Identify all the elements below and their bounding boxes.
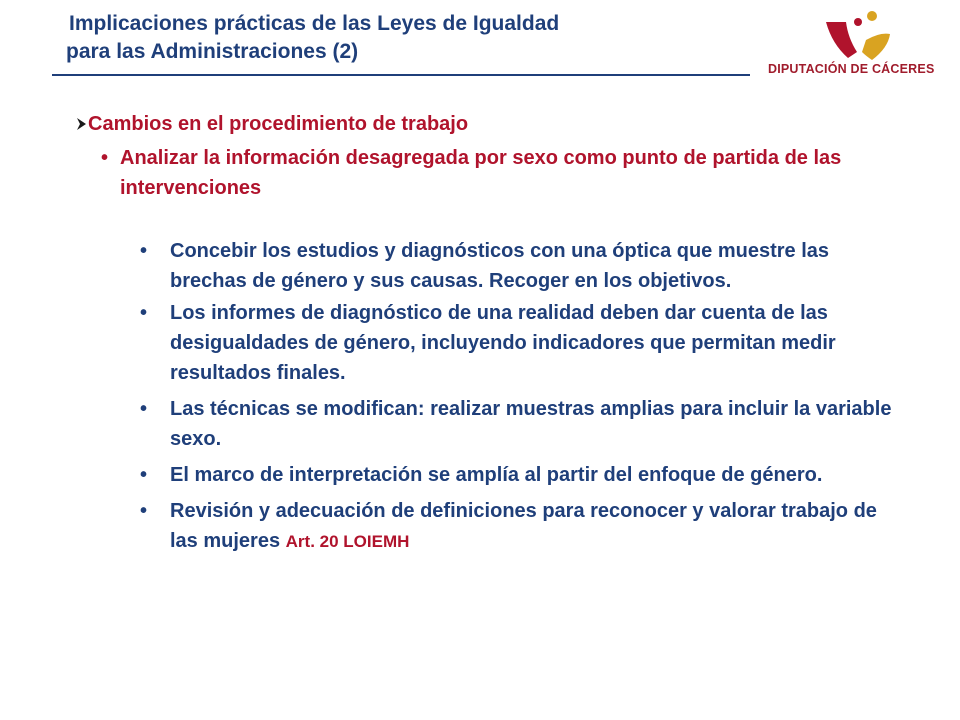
bullet-dot-icon: • (140, 302, 148, 324)
list-item-text: Revisión y adecuación de definiciones para reconocer y valorar trabajo de las mujeres (170, 500, 877, 552)
bullet-dot-icon: • (140, 464, 148, 486)
list-item-text: El marco de interpretación se amplía al partir del enfoque de género. (170, 464, 823, 486)
list-item (140, 496, 910, 557)
list-item-text: Las técnicas se modifican: realizar muestras amplias para incluir la variable sexo. (170, 398, 892, 450)
law-reference: Art. 20 LOIEMH (285, 532, 410, 551)
title-line-2: para las Administraciones (2) (66, 40, 359, 63)
subpoint (101, 143, 921, 203)
list-item (140, 236, 910, 296)
list-item-text: Concebir los estudios y diagnósticos con una óptica que muestre las brechas de género y sus causas. Recoger en los objetivos. (170, 240, 830, 292)
list-item (140, 394, 910, 454)
list-item (140, 460, 910, 490)
slide-title (66, 10, 746, 66)
list-item (140, 298, 910, 388)
bullet-dot-icon: • (140, 240, 148, 262)
bullet-list (140, 236, 910, 557)
bullet-dot-icon: • (140, 398, 148, 420)
section-heading-text: Cambios en el procedimiento de trabajo (88, 113, 469, 135)
subpoint-text: Analizar la información desagregada por sexo como punto de partida de las intervenciones (120, 147, 842, 199)
logo-text: DIPUTACIÓN DE CÁCERES (768, 62, 935, 76)
list-item-text: Los informes de diagnóstico de una realidad deben dar cuenta de las desigualdades de género, incluyendo indicadores que permitan medir resultados finales. (170, 302, 836, 384)
title-underline (52, 74, 750, 76)
section-heading (76, 111, 468, 137)
bullet-dot-icon: • (140, 500, 148, 522)
arrow-bullet-icon (76, 111, 88, 137)
title-line-1: Implicaciones prácticas de las Leyes de Igualdad (69, 12, 560, 35)
bullet-dot-icon: • (101, 147, 109, 169)
